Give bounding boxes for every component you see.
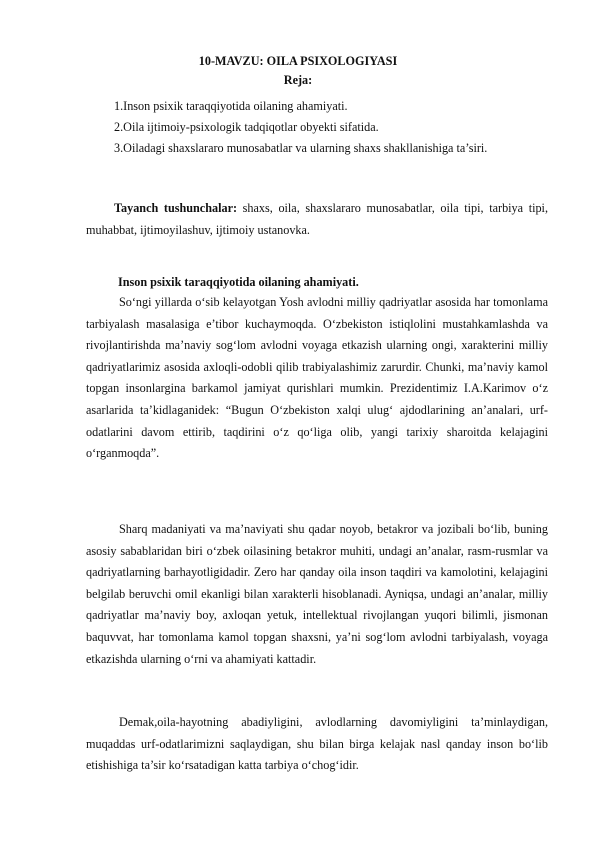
section-heading: Inson psixik taraqqiyotida oilaning ahamiyati. — [118, 275, 359, 289]
key-concepts-label: Tayanch tushunchalar: — [114, 201, 238, 215]
paragraph: Sharq madaniyati va ma’naviyati shu qadar noyob, betakror va jozibali bo‘lib, buning asosiy sabablaridan biri o‘zbek oilasining betakror muhiti, undagi an’analar, rasm-rusmlar va qadriyatlarning barhayotligidadir. Zero har qanday oila inson taqdiri va kamolotini, kelajagini belgilab beruvchi omil ekanligi bilan xarakterli hisoblanadi. Ayniqsa, undagi an’analar, milliy qadriyatlar ma’naviy boy, axloqan yetuk, intellektual rivojlangan yuqori bilimli, jismonan baquvvat, har tomonlama kamol topgan shaxsni, ya’ni sog‘lom avlodni tarbiyalash, voyaga etkazishda ularning o‘rni va ahamiyati kattadir. — [86, 522, 548, 666]
plan-item: 2.Oila ijtimoiy-psixologik tadqiqotlar obyekti sifatida. — [114, 120, 379, 134]
plan-item: 3.Oiladagi shaxslararo munosabatlar va ularning shaxs shakllanishiga ta’siri. — [114, 141, 488, 155]
plan-item: 1.Inson psixik taraqqiyotida oilaning ahamiyati. — [114, 99, 348, 113]
document-title: 10-MAVZU: OILA PSIXOLOGIYASI — [198, 54, 398, 68]
plan-list — [114, 96, 487, 159]
plan-heading: Reja: — [283, 73, 313, 87]
key-concepts-text: shaxs, oila, shaxslararo munosabatlar, oila tipi, tarbiya tipi, muhabbat, ijtimoyilashuv, ijtimoiy ustanovka. — [86, 201, 548, 237]
key-concepts — [86, 198, 548, 241]
paragraph: Demak,oila-hayotning abadiyligini, avlodlarning davomiyligini ta’minlaydigan, muqaddas urf-odatlarimizni saqlaydigan, shu bilan birga kelajak nasl qanday inson bo‘lib etishishiga ta’sir ko‘rsatadigan katta tarbiya o‘chog‘idir. — [86, 715, 548, 773]
paragraph: So‘ngi yillarda o‘sib kelayotgan Yosh avlodni milliy qadriyatlar asosida har tomonlama tarbiyalash masalasiga e’tibor kuchaymoqda. O‘zbekiston istiqlolini mustahkamlashda va rivojlantirishda ma’naviy sog‘lom avlodni voyaga etkazish ularning ongi, xarakterini milliy qadriyatlarimiz asosida axloqli-odobli qilib trabiyalashimiz zarurdir. Chunki, ma’naviy kamol topgan insonlargina barkamol jamiyat qurishlari mumkin. Prezidentimiz I.A.Karimov o‘z asarlarida ta’kidlaganidek: “Bugun O‘zbekiston xalqi ulug‘ ajdodlarining an’analari, urf-odatlarini davom ettirib, taqdirini o‘z qo‘liga olib, yangi tarixiy sharoitda kelajagini o‘rganmoqda”. — [86, 295, 548, 461]
